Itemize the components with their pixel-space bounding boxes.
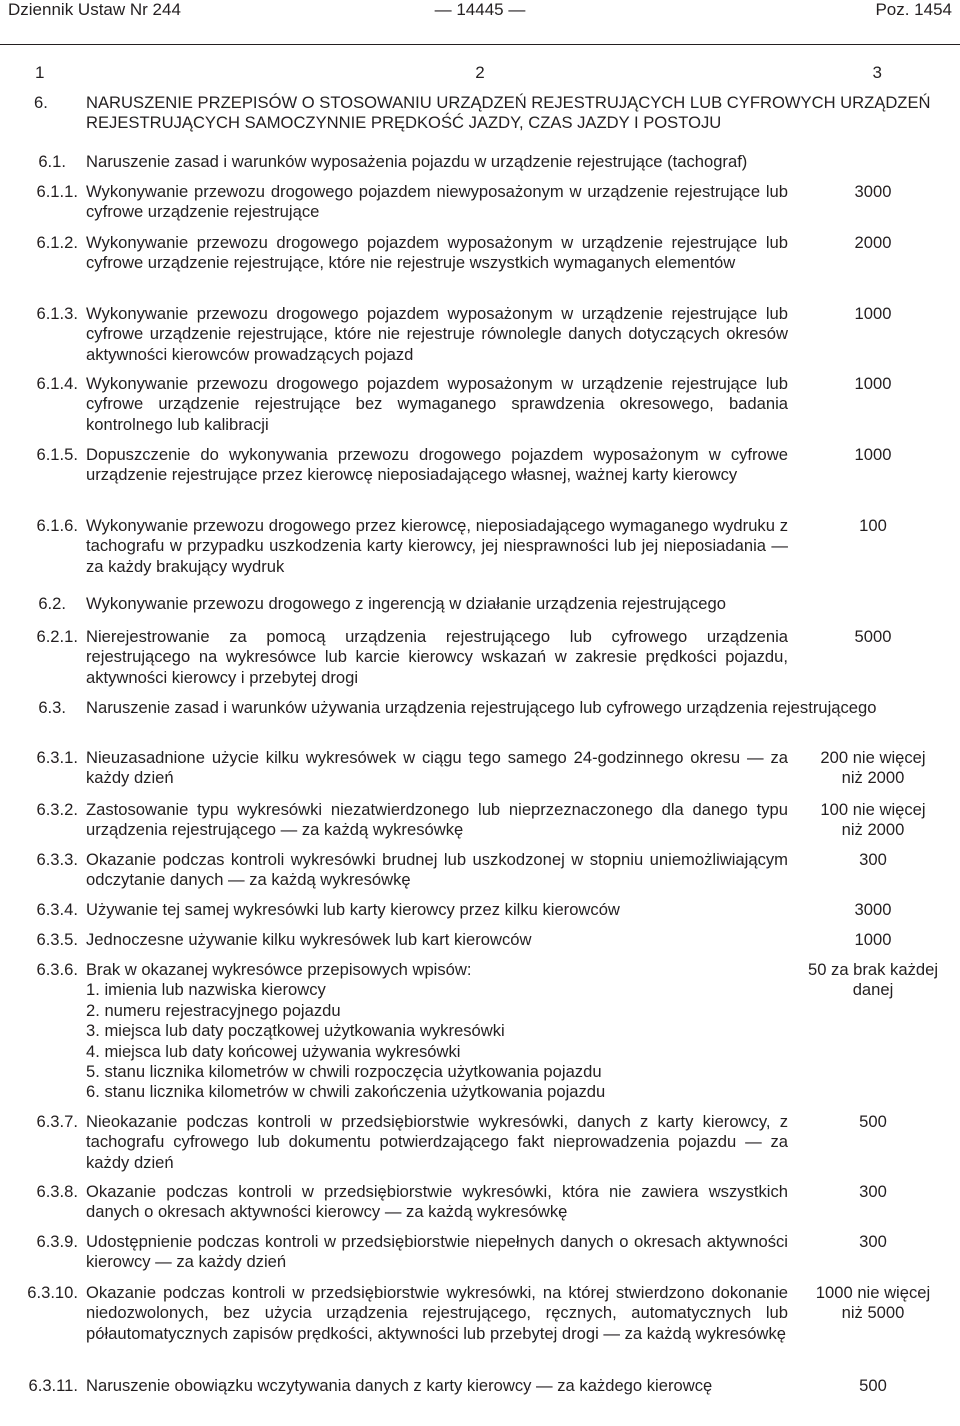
row-description: Naruszenie zasad i warunków używania urządzenia rejestrującego lub cyfrowego urządzenia rejestrującego [86,698,877,717]
penalty-amount: 3000 [854,182,892,201]
penalty-amount: 1000 [854,445,892,464]
column-number-1: 1 [35,63,45,82]
row-description: Nieuzasadnione użycie kilku wykresówek w ciągu tego samego 24-godzinnego okresu — za każdy dzień [86,748,788,788]
row-number: 6.3.11. [28,1376,78,1395]
row-number: 6.3.8. [36,1182,78,1201]
row-number: 6.3.10. [27,1283,78,1302]
penalty-amount: 500 [859,1112,887,1131]
row-number: 6.1.1. [36,182,78,201]
penalty-amount: 1000 [854,930,892,949]
page-header [8,0,952,26]
row-description: Nieokazanie podczas kontroli w przedsiębiorstwie wykresówki, danych z karty kierowcy, z tachografu cyfrowego lub dokumentu potwierdzającego fakt nieprowadzenia pojazdu — za każdy dzień [86,1112,788,1172]
row-description: Wykonywanie przewozu drogowego przez kierowcę, nieposiadającego wymaganego wydruku z tachografu w przypadku uszkodzenia karty kierowcy, jej niesprawności lub jej nieposiadania — za każdy brakujący wydruk [86,516,788,576]
penalty-amount: 300 [859,850,887,869]
journal-title: Dziennik Ustaw Nr 244 [8,0,181,19]
row-number: 6.3.9. [36,1232,78,1251]
list-item: 6. stanu licznika kilometrów w chwili zakończenia użytkowania pojazdu [86,1082,606,1102]
column-number-2: 2 [475,63,485,82]
row-description: Dopuszczenie do wykonywania przewozu drogowego pojazdem wyposażonym w cyfrowe urządzenie rejestrujące przez kierowcę nieposiadającego własnej, ważnej karty kierowcy [86,445,788,485]
row-description: Używanie tej samej wykresówki lub karty kierowcy przez kilku kierowców [86,900,620,919]
list-item: 5. stanu licznika kilometrów w chwili rozpoczęcia użytkowania pojazdu [86,1062,602,1082]
row-number: 6.1.5. [36,445,78,464]
penalty-amount: 500 [859,1376,887,1395]
penalty-amount: 100 nie więcej niż 2000 [820,800,926,840]
row-number: 6.1.6. [36,516,78,535]
row-description: Brak w okazanej wykresówce przepisowych wpisów: 1. imienia lub nazwiska kierowcy 2. numeru rejestracyjnego pojazdu 3. miejsca lub daty początkowej użytkowania wykresówki 4. miejsca lub daty końcowej używania wykresówki 5. stanu licznika kilometrów w chwili rozpoczęcia użytkowania pojazdu 6. stanu licznika kilometrów w chwili zakończenia użytkowania pojazdu [86,960,788,1103]
row-number: 6.3.5. [36,930,78,949]
penalty-amount: 2000 [854,233,892,252]
row-description: Okazanie podczas kontroli wykresówki brudnej lub uszkodzonej w stopniu uniemożliwiającym odczytanie danych — za każdą wykresówkę [86,850,788,890]
row-description: Jednoczesne używanie kilku wykresówek lub kart kierowców [86,930,532,949]
list-item: 4. miejsca lub daty końcowej używania wykresówki [86,1041,461,1061]
row-description: Nierejestrowanie za pomocą urządzenia rejestrującego lub cyfrowego urządzenia rejestrującego na wykresówce lub karcie kierowcy wskazań w zakresie prędkości pojazdu, aktywności kierowcy i przebytej drogi [86,627,788,687]
row-description: Wykonywanie przewozu drogowego pojazdem niewyposażonym w urządzenie rejestrujące lub cyfrowe urządzenie rejestrujące [86,182,788,222]
missing-entries-list [86,980,788,1102]
list-item: 2. numeru rejestracyjnego pojazdu [86,1000,341,1020]
penalty-amount: 300 [859,1232,887,1251]
row-number: 6.1. [38,152,66,171]
penalty-amount: 1000 [854,304,892,323]
column-numbers [8,63,952,85]
row-description: Wykonywanie przewozu drogowego pojazdem wyposażonym w urządzenie rejestrujące lub cyfrowe urządzenie rejestrujące, które nie rejestruje równolegle danych dotyczących okresów aktywności kierowców prowadzących pojazd [86,304,788,364]
row-number: 6.2. [38,594,66,613]
row-number: 6.2.1. [36,627,78,646]
penalty-amount: 300 [859,1182,887,1201]
page-number: — 14445 — [434,0,526,19]
row-description: Okazanie podczas kontroli w przedsiębiorstwie wykresówki, na której stwierdzono dokonanie niedozwolonych, bez użycia urządzenia rejestrującego, ręcznych, automatycznych lub półautomatycznych zapisów prędkości, aktywności lub przebytej drogi — za każdą wykresówkę [86,1283,788,1343]
row-number: 6.3.7. [36,1112,78,1131]
penalty-amount: 200 nie więcej niż 2000 [820,748,926,788]
chapter-title: NARUSZENIE PRZEPISÓW O STOSOWANIU URZĄDZEŃ REJESTRUJĄCYCH LUB CYFROWYCH URZĄDZEŃ REJESTRUJĄCYCH SAMOCZYNNIE PRĘDKOŚĆ JAZDY, CZAS JAZDY I POSTOJU [86,93,931,133]
row-number: 6.3. [38,698,66,717]
row-number: 6.3.4. [36,900,78,919]
row-description: Naruszenie zasad i warunków wyposażenia pojazdu w urządzenie rejestrujące (tachograf) [86,152,748,171]
penalty-amount: 1000 nie więcej niż 5000 [815,1283,931,1323]
row-description: Wykonywanie przewozu drogowego z ingerencją w działanie urządzenia rejestrującego [86,594,726,613]
chapter-number: 6. [34,93,48,112]
penalty-amount: 100 [859,516,887,535]
row-description: Wykonywanie przewozu drogowego pojazdem wyposażonym w urządzenie rejestrujące lub cyfrowe urządzenie rejestrujące, które nie rejestruje wszystkich wymaganych elementów [86,233,788,273]
row-description: Naruszenie obowiązku wczytywania danych z karty kierowcy — za każdego kierowcę [86,1376,713,1395]
row-description: Udostępnienie podczas kontroli w przedsiębiorstwie niepełnych danych o okresach aktywności kierowcy — za każdy dzień [86,1232,788,1272]
row-description: Okazanie podczas kontroli w przedsiębiorstwie wykresówki, która nie zawiera wszystkich danych o okresach aktywności kierowcy — za każdą wykresówkę [86,1182,788,1222]
row-number: 6.3.1. [36,748,78,767]
position-number: Poz. 1454 [875,0,952,19]
row-description: Zastosowanie typu wykresówki niezatwierdzonego lub nieprzeznaczonego dla danego typu urządzenia rejestrującego — za każdą wykresówkę [86,800,788,840]
list-item: 1. imienia lub nazwiska kierowcy [86,980,326,1000]
row-number: 6.1.4. [36,374,78,393]
row-number: 6.1.2. [36,233,78,252]
penalty-amount: 50 za brak każdej danej [807,960,939,1000]
header-rule [0,44,960,45]
row-number: 6.3.3. [36,850,78,869]
penalty-amount: 5000 [854,627,892,646]
row-number: 6.3.2. [36,800,78,819]
list-item: 3. miejsca lub daty początkowej użytkowania wykresówki [86,1021,505,1041]
row-number: 6.1.3. [36,304,78,323]
row-number: 6.3.6. [36,960,78,979]
column-number-3: 3 [872,63,882,82]
penalty-amount: 1000 [854,374,892,393]
penalty-amount: 3000 [854,900,892,919]
row-description: Wykonywanie przewozu drogowego pojazdem wyposażonym w urządzenie rejestrujące lub cyfrowe urządzenie rejestrujące bez wymaganego sprawdzenia okresowego, badania kontrolnego lub kalibracji [86,374,788,434]
